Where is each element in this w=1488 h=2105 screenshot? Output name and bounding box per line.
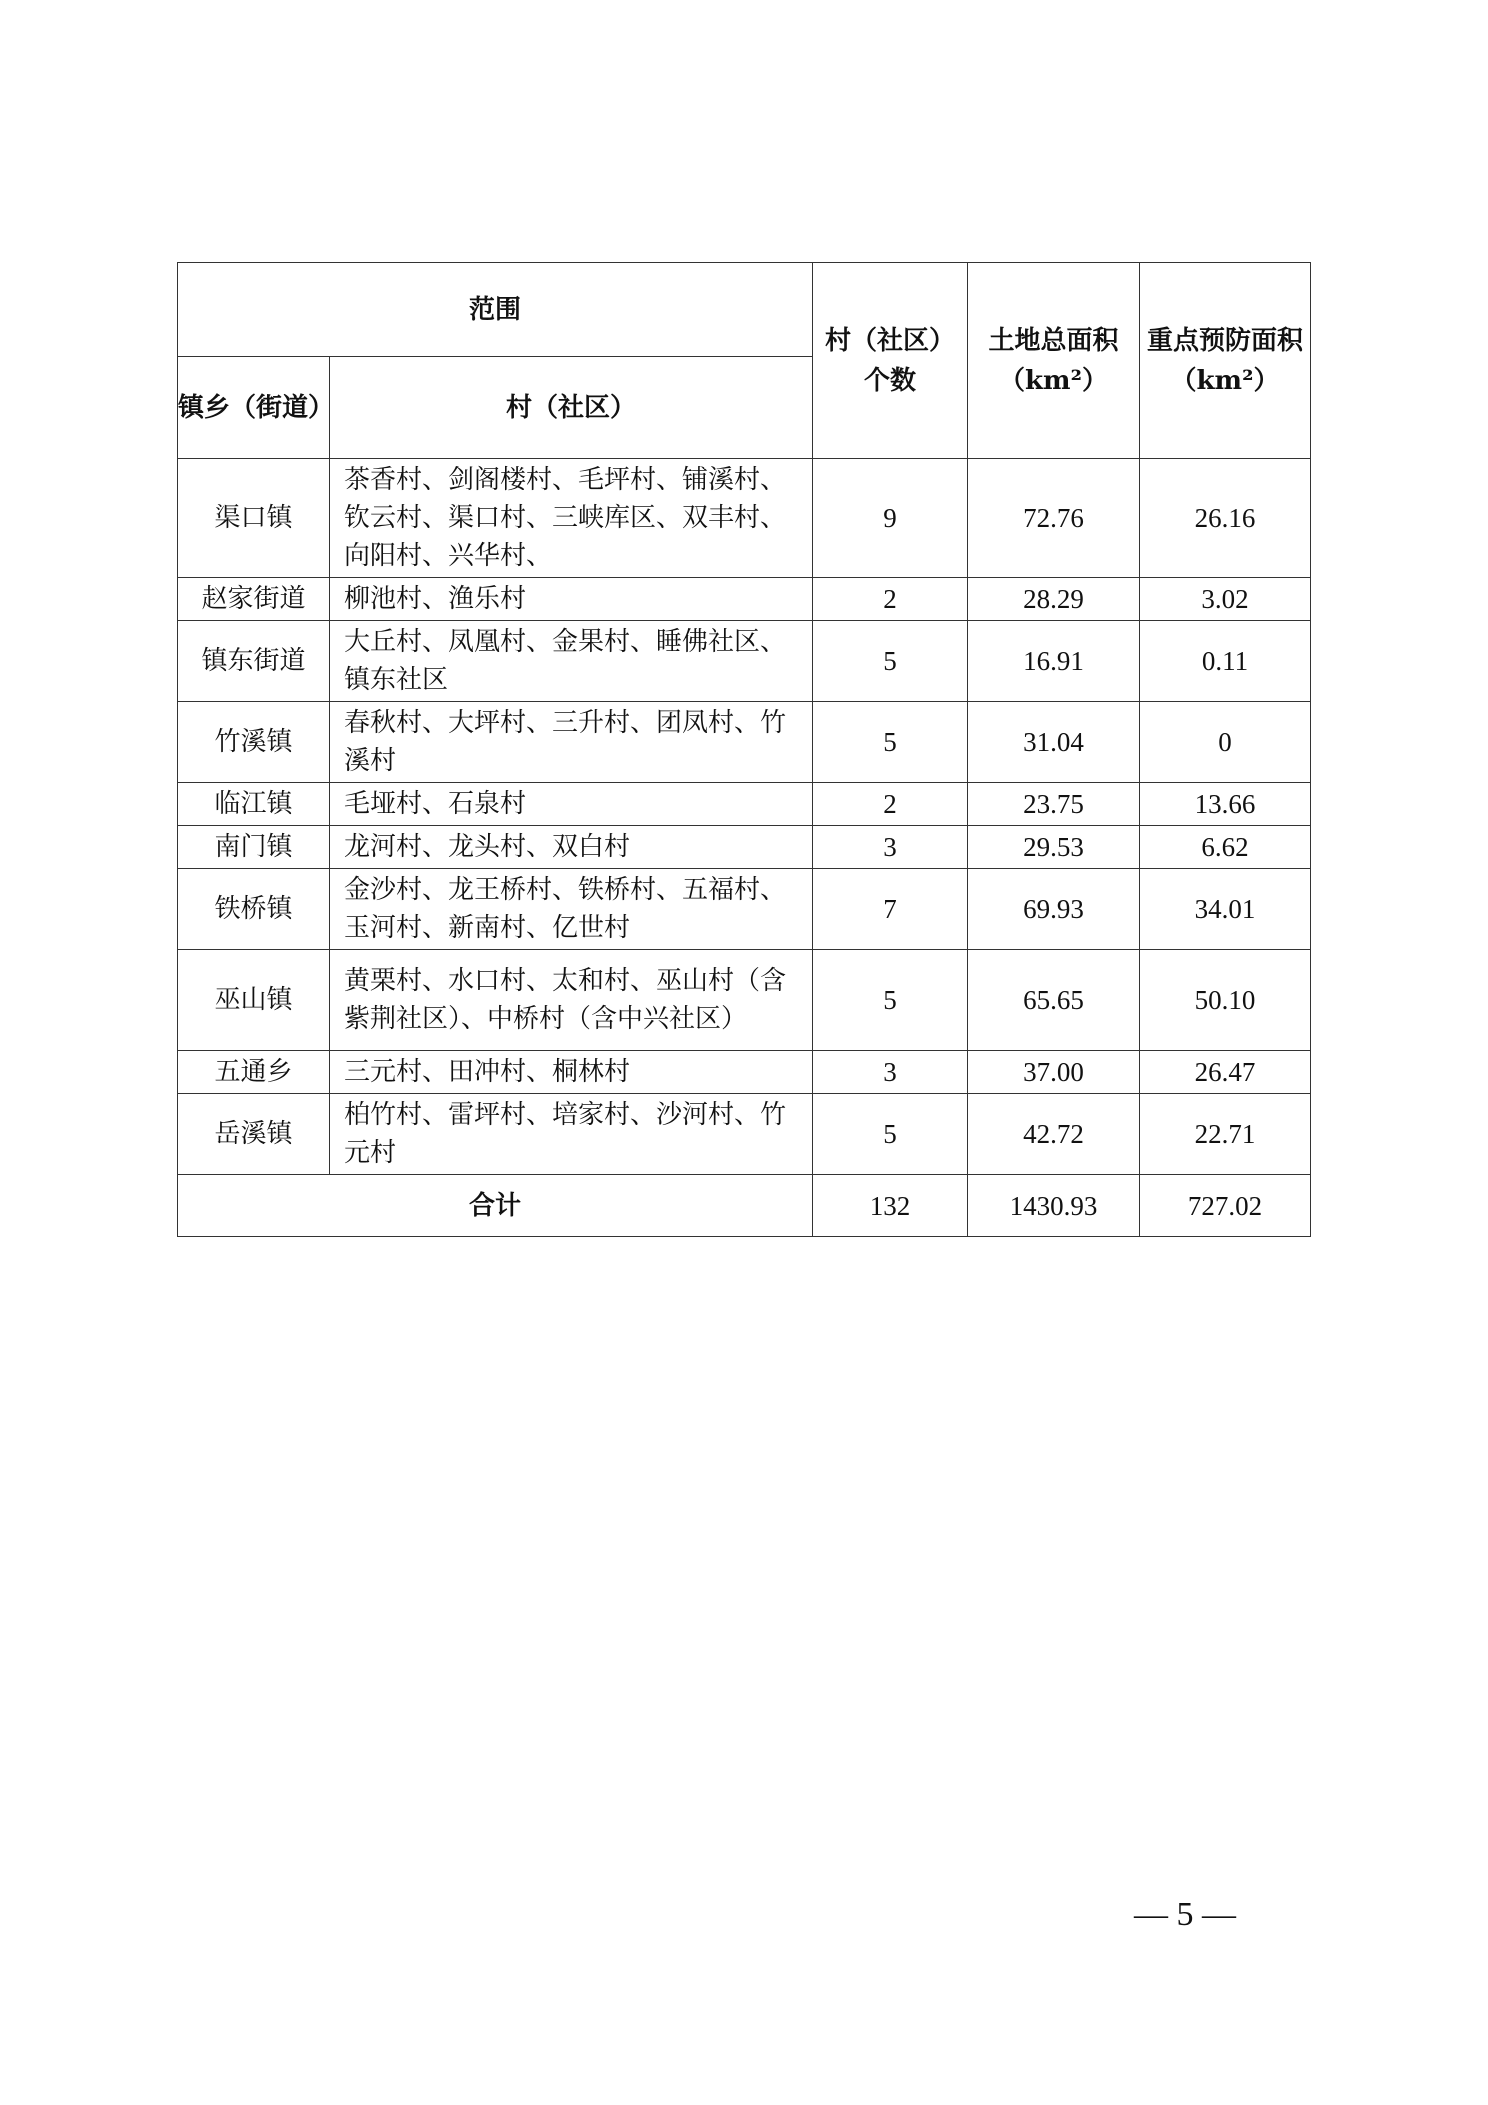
key-area-cell: 6.62: [1140, 826, 1311, 869]
land-area-cell: 72.76: [968, 459, 1140, 578]
key-area-cell: 3.02: [1140, 578, 1311, 621]
villages-cell: 茶香村、剑阁楼村、毛坪村、铺溪村、钦云村、渠口村、三峡库区、双丰村、向阳村、兴华村、: [330, 459, 813, 578]
header-land-area: 土地总面积（km²）: [968, 263, 1140, 459]
district-table: [177, 262, 1311, 1237]
villages-cell: 柳池村、渔乐村: [330, 578, 813, 621]
table-row: [178, 459, 1311, 578]
table-row: [178, 1094, 1311, 1175]
count-cell: 3: [813, 1051, 968, 1094]
town-cell: 铁桥镇: [178, 869, 330, 950]
count-cell: 2: [813, 578, 968, 621]
header-village: 村（社区）: [330, 357, 813, 459]
table-row: [178, 869, 1311, 950]
villages-cell: 龙河村、龙头村、双白村: [330, 826, 813, 869]
town-cell: 南门镇: [178, 826, 330, 869]
land-area-cell: 69.93: [968, 869, 1140, 950]
header-scope: 范围: [178, 263, 813, 357]
key-area-cell: 22.71: [1140, 1094, 1311, 1175]
table-row: [178, 578, 1311, 621]
villages-cell: 毛垭村、石泉村: [330, 783, 813, 826]
town-cell: 镇东街道: [178, 621, 330, 702]
count-cell: 3: [813, 826, 968, 869]
town-cell: 渠口镇: [178, 459, 330, 578]
town-cell: 赵家街道: [178, 578, 330, 621]
key-area-cell: 26.16: [1140, 459, 1311, 578]
count-cell: 9: [813, 459, 968, 578]
count-cell: 5: [813, 1094, 968, 1175]
total-count: 132: [813, 1175, 968, 1237]
land-area-cell: 37.00: [968, 1051, 1140, 1094]
villages-cell: 金沙村、龙王桥村、铁桥村、五福村、玉河村、新南村、亿世村: [330, 869, 813, 950]
town-cell: 竹溪镇: [178, 702, 330, 783]
key-area-cell: 0: [1140, 702, 1311, 783]
key-area-cell: 34.01: [1140, 869, 1311, 950]
table-row: [178, 950, 1311, 1051]
land-area-cell: 31.04: [968, 702, 1140, 783]
land-area-cell: 29.53: [968, 826, 1140, 869]
total-key-area: 727.02: [1140, 1175, 1311, 1237]
town-cell: 临江镇: [178, 783, 330, 826]
header-key-area: 重点预防面积（km²）: [1140, 263, 1311, 459]
count-cell: 5: [813, 702, 968, 783]
villages-cell: 大丘村、凤凰村、金果村、睡佛社区、镇东社区: [330, 621, 813, 702]
table-row: [178, 702, 1311, 783]
total-label: 合计: [178, 1175, 813, 1237]
count-cell: 5: [813, 950, 968, 1051]
header-town: 镇乡（街道）: [178, 357, 330, 459]
villages-cell: 三元村、田冲村、桐林村: [330, 1051, 813, 1094]
table-row: [178, 783, 1311, 826]
villages-cell: 黄栗村、水口村、太和村、巫山村（含紫荆社区）、中桥村（含中兴社区）: [330, 950, 813, 1051]
header-count: 村（社区）个数: [813, 263, 968, 459]
land-area-cell: 42.72: [968, 1094, 1140, 1175]
page-number: — 5 —: [1134, 1896, 1236, 1933]
district-table-container: [177, 262, 1310, 1237]
town-cell: 五通乡: [178, 1051, 330, 1094]
count-cell: 7: [813, 869, 968, 950]
land-area-cell: 28.29: [968, 578, 1140, 621]
key-area-cell: 0.11: [1140, 621, 1311, 702]
table-row: [178, 826, 1311, 869]
table-row: [178, 1051, 1311, 1094]
key-area-cell: 50.10: [1140, 950, 1311, 1051]
total-row: [178, 1175, 1311, 1237]
count-cell: 5: [813, 621, 968, 702]
villages-cell: 柏竹村、雷坪村、培家村、沙河村、竹元村: [330, 1094, 813, 1175]
town-cell: 岳溪镇: [178, 1094, 330, 1175]
key-area-cell: 26.47: [1140, 1051, 1311, 1094]
land-area-cell: 65.65: [968, 950, 1140, 1051]
table-row: [178, 621, 1311, 702]
town-cell: 巫山镇: [178, 950, 330, 1051]
count-cell: 2: [813, 783, 968, 826]
villages-cell: 春秋村、大坪村、三升村、团凤村、竹溪村: [330, 702, 813, 783]
land-area-cell: 16.91: [968, 621, 1140, 702]
key-area-cell: 13.66: [1140, 783, 1311, 826]
total-land-area: 1430.93: [968, 1175, 1140, 1237]
land-area-cell: 23.75: [968, 783, 1140, 826]
